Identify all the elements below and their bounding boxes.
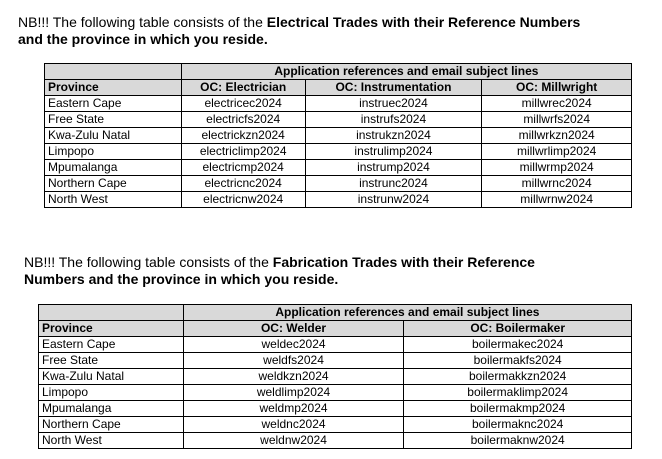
table-row (39, 433, 632, 449)
reference-cell: millwrmp2024 (482, 160, 632, 176)
reference-cell: electricnc2024 (181, 176, 305, 192)
electrical-intro (18, 14, 580, 48)
reference-cell: instrukzn2024 (305, 128, 482, 144)
table-row (39, 369, 632, 385)
column-header: OC: Boilermaker (404, 321, 632, 337)
province-cell: North West (39, 433, 184, 449)
table-header-row (39, 321, 632, 337)
reference-cell: electricec2024 (181, 96, 305, 112)
province-cell: Northern Cape (45, 176, 182, 192)
table-header-row (45, 80, 632, 96)
reference-cell: instrufs2024 (305, 112, 482, 128)
column-header: OC: Welder (183, 321, 404, 337)
table-row (45, 144, 632, 160)
reference-cell: instrunc2024 (305, 176, 482, 192)
electrical-intro-bold1: Electrical Trades with their Reference Numbers (266, 14, 581, 30)
electrical-trades-table (44, 63, 632, 208)
reference-cell: boilermaklimp2024 (404, 385, 632, 401)
fabrication-intro-bold2: Numbers and the province in which you reside. (24, 271, 339, 287)
table-row (45, 112, 632, 128)
column-header: Province (45, 80, 182, 96)
reference-cell: boilermaknw2024 (404, 433, 632, 449)
reference-cell: millwrlimp2024 (482, 144, 632, 160)
province-cell: North West (45, 192, 182, 208)
reference-cell: electriclimp2024 (181, 144, 305, 160)
reference-cell: weldnc2024 (183, 417, 404, 433)
table-super-header: Application references and email subject lines (181, 64, 631, 80)
table-row (45, 192, 632, 208)
reference-cell: weldfs2024 (183, 353, 404, 369)
province-cell: Limpopo (45, 144, 182, 160)
column-header: Province (39, 321, 184, 337)
column-header: OC: Electrician (181, 80, 305, 96)
reference-cell: weldkzn2024 (183, 369, 404, 385)
table-corner-cell (39, 305, 184, 321)
reference-cell: boilermakkzn2024 (404, 369, 632, 385)
table-row (45, 160, 632, 176)
reference-cell: weldlimp2024 (183, 385, 404, 401)
table-row (39, 337, 632, 353)
province-cell: Eastern Cape (45, 96, 182, 112)
reference-cell: electricnw2024 (181, 192, 305, 208)
electrical-intro-bold2: and the province in which you reside. (18, 31, 268, 47)
reference-cell: boilermakec2024 (404, 337, 632, 353)
table-corner-cell (45, 64, 182, 80)
reference-cell: millwrec2024 (482, 96, 632, 112)
table-row (45, 176, 632, 192)
table-row (39, 401, 632, 417)
table-super-header: Application references and email subject lines (183, 305, 631, 321)
fabrication-intro-bold1: Fabrication Trades with their Reference (272, 254, 535, 270)
province-cell: Limpopo (39, 385, 184, 401)
reference-cell: millwrnw2024 (482, 192, 632, 208)
province-cell: Mpumalanga (39, 401, 184, 417)
reference-cell: millwrnc2024 (482, 176, 632, 192)
fabrication-trades-table (38, 304, 632, 449)
column-header: OC: Instrumentation (305, 80, 482, 96)
reference-cell: weldnw2024 (183, 433, 404, 449)
reference-cell: instrulimp2024 (305, 144, 482, 160)
reference-cell: electricfs2024 (181, 112, 305, 128)
province-cell: Eastern Cape (39, 337, 184, 353)
electrical-intro-prefix: NB!!! The following table consists of the (18, 14, 267, 30)
fabrication-intro (24, 254, 535, 288)
province-cell: Free State (39, 353, 184, 369)
column-header: OC: Millwright (482, 80, 632, 96)
reference-cell: electrickzn2024 (181, 128, 305, 144)
reference-cell: electricmp2024 (181, 160, 305, 176)
reference-cell: boilermakfs2024 (404, 353, 632, 369)
province-cell: Mpumalanga (45, 160, 182, 176)
reference-cell: instrunw2024 (305, 192, 482, 208)
reference-cell: weldec2024 (183, 337, 404, 353)
reference-cell: boilermaknc2024 (404, 417, 632, 433)
reference-cell: instruec2024 (305, 96, 482, 112)
reference-cell: millwrfs2024 (482, 112, 632, 128)
reference-cell: millwrkzn2024 (482, 128, 632, 144)
reference-cell: weldmp2024 (183, 401, 404, 417)
province-cell: Northern Cape (39, 417, 184, 433)
table-row (39, 417, 632, 433)
reference-cell: instrump2024 (305, 160, 482, 176)
province-cell: Free State (45, 112, 182, 128)
table-row (39, 353, 632, 369)
province-cell: Kwa-Zulu Natal (45, 128, 182, 144)
reference-cell: boilermakmp2024 (404, 401, 632, 417)
table-row (45, 128, 632, 144)
table-row (39, 385, 632, 401)
fabrication-intro-prefix: NB!!! The following table consists of the (24, 254, 273, 270)
province-cell: Kwa-Zulu Natal (39, 369, 184, 385)
table-row (45, 96, 632, 112)
